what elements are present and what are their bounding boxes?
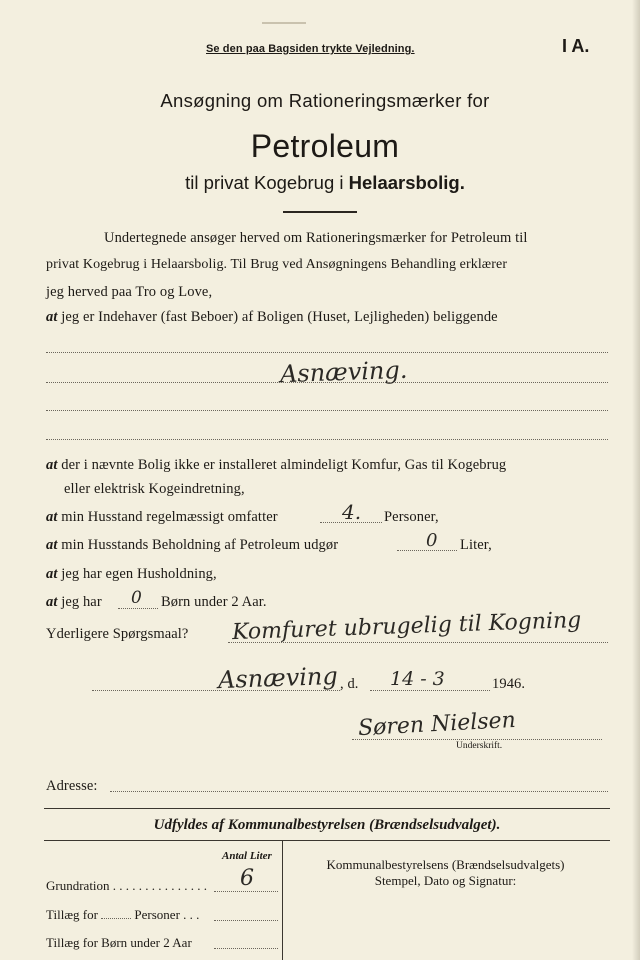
title-divider — [283, 211, 357, 213]
at-word: at — [46, 509, 58, 525]
persons-label: Personer, — [384, 509, 439, 525]
year-printed: 1946. — [492, 676, 526, 692]
tillaeg-born-label: Tillæg for Børn under 2 Aar — [46, 935, 192, 950]
stamp-label-2: Stempel, Dato og Signatur: — [374, 873, 517, 888]
children-field-line — [118, 608, 158, 609]
signature-label: Underskrift. — [456, 741, 503, 751]
address-field-line — [110, 791, 608, 792]
council-header: Udfyldes af Kommunalbestyrelsen (Brændselsudvalget). — [153, 817, 501, 833]
address-line-1 — [46, 352, 608, 353]
grundration-label: Grundration . . . . . . . . . . . . . . . — [46, 878, 208, 893]
council-top-rule — [44, 808, 610, 809]
declaration-no-stove — [46, 457, 506, 474]
at-word: at — [46, 537, 58, 553]
children-label: Børn under 2 Aar. — [161, 594, 267, 610]
tillaeg-personer-row: Tillæg for Personer . . . — [46, 907, 200, 922]
tillaeg-personer-label: Personer — [134, 907, 180, 922]
place-value: Asnæving — [217, 661, 339, 695]
declaration-children — [46, 594, 102, 611]
declaration-household — [46, 509, 278, 526]
address-handwritten: Asnæving. — [279, 355, 408, 389]
grundration-field-line — [214, 891, 278, 892]
pencil-mark — [262, 22, 306, 24]
address-line-2 — [46, 382, 608, 383]
declaration-stock — [46, 537, 338, 554]
liters-label: Liter, — [460, 537, 492, 553]
address-line-3 — [46, 410, 608, 411]
form-code: I A. — [562, 36, 590, 56]
at-word: at — [46, 566, 58, 582]
title-line-3-text: til privat Kogebrug i — [185, 172, 349, 193]
declaration-no-stove-text: der i nævnte Bolig ikke er installeret almindeligt Komfur, Gas til Kogebrug — [61, 457, 507, 473]
intro-line-2: privat Kogebrug i Helaarsbolig. Til Brug ved Ansøgningens Behandling erklærer — [46, 257, 508, 272]
declaration-residence — [46, 309, 498, 326]
date-separator: , d. — [340, 676, 359, 692]
signature-line — [352, 739, 602, 740]
grundration-label-text: Grundration — [46, 878, 110, 893]
at-word: at — [46, 457, 58, 473]
title-line-3-bold: Helaarsbolig. — [348, 172, 465, 193]
date-line — [370, 690, 490, 691]
signature-value: Søren Nielsen — [357, 707, 517, 742]
top-notice: Se den paa Bagsiden trykte Vejledning. — [206, 43, 415, 55]
at-word: at — [46, 594, 58, 610]
intro-line-3: jeg herved paa Tro og Love, — [46, 284, 213, 300]
persons-value: 4. — [342, 500, 362, 524]
intro-line-1: Undertegnede ansøger herved om Rationeringsmærker for Petroleum til — [104, 230, 528, 246]
further-questions-value: Komfuret ubrugelig til Kogning — [231, 607, 582, 646]
date-value: 14 - 3 — [390, 668, 445, 690]
declaration-own-household-text: jeg har egen Husholdning, — [61, 566, 217, 582]
title-line-1: Ansøgning om Rationeringsmærker for — [160, 90, 490, 111]
declaration-own-household — [46, 566, 217, 583]
antal-liter-header: Antal Liter — [222, 850, 272, 862]
declaration-residence-text: jeg er Indehaver (fast Beboer) af Boligen (Huset, Lejligheden) beliggende — [61, 309, 498, 325]
further-questions-label: Yderligere Spørgsmaal? — [46, 626, 189, 642]
declaration-no-stove-cont: eller elektrisk Kogeindretning, — [64, 481, 245, 497]
declaration-stock-text: min Husstands Beholdning af Petroleum udgør — [61, 537, 339, 553]
address-label: Adresse: — [46, 778, 98, 794]
council-header-rule — [44, 840, 610, 841]
at-word: at — [46, 309, 58, 325]
title-petroleum: Petroleum — [250, 128, 400, 164]
children-value: 0 — [131, 588, 142, 608]
liters-value: 0 — [426, 530, 438, 551]
stamp-label-1: Kommunalbestyrelsens (Brændselsudvalgets) — [326, 857, 565, 872]
title-line-3 — [0, 172, 640, 194]
declaration-children-text: jeg har — [61, 594, 102, 610]
declaration-household-text: min Husstand regelmæssigt omfatter — [61, 509, 278, 525]
address-line-4 — [46, 439, 608, 440]
grundration-value: 6 — [240, 866, 254, 891]
page-edge — [632, 0, 640, 960]
tillaeg-field-line — [214, 920, 278, 921]
tillaeg-born-field-line — [214, 948, 278, 949]
tillaeg-label: Tillæg for — [46, 907, 98, 922]
